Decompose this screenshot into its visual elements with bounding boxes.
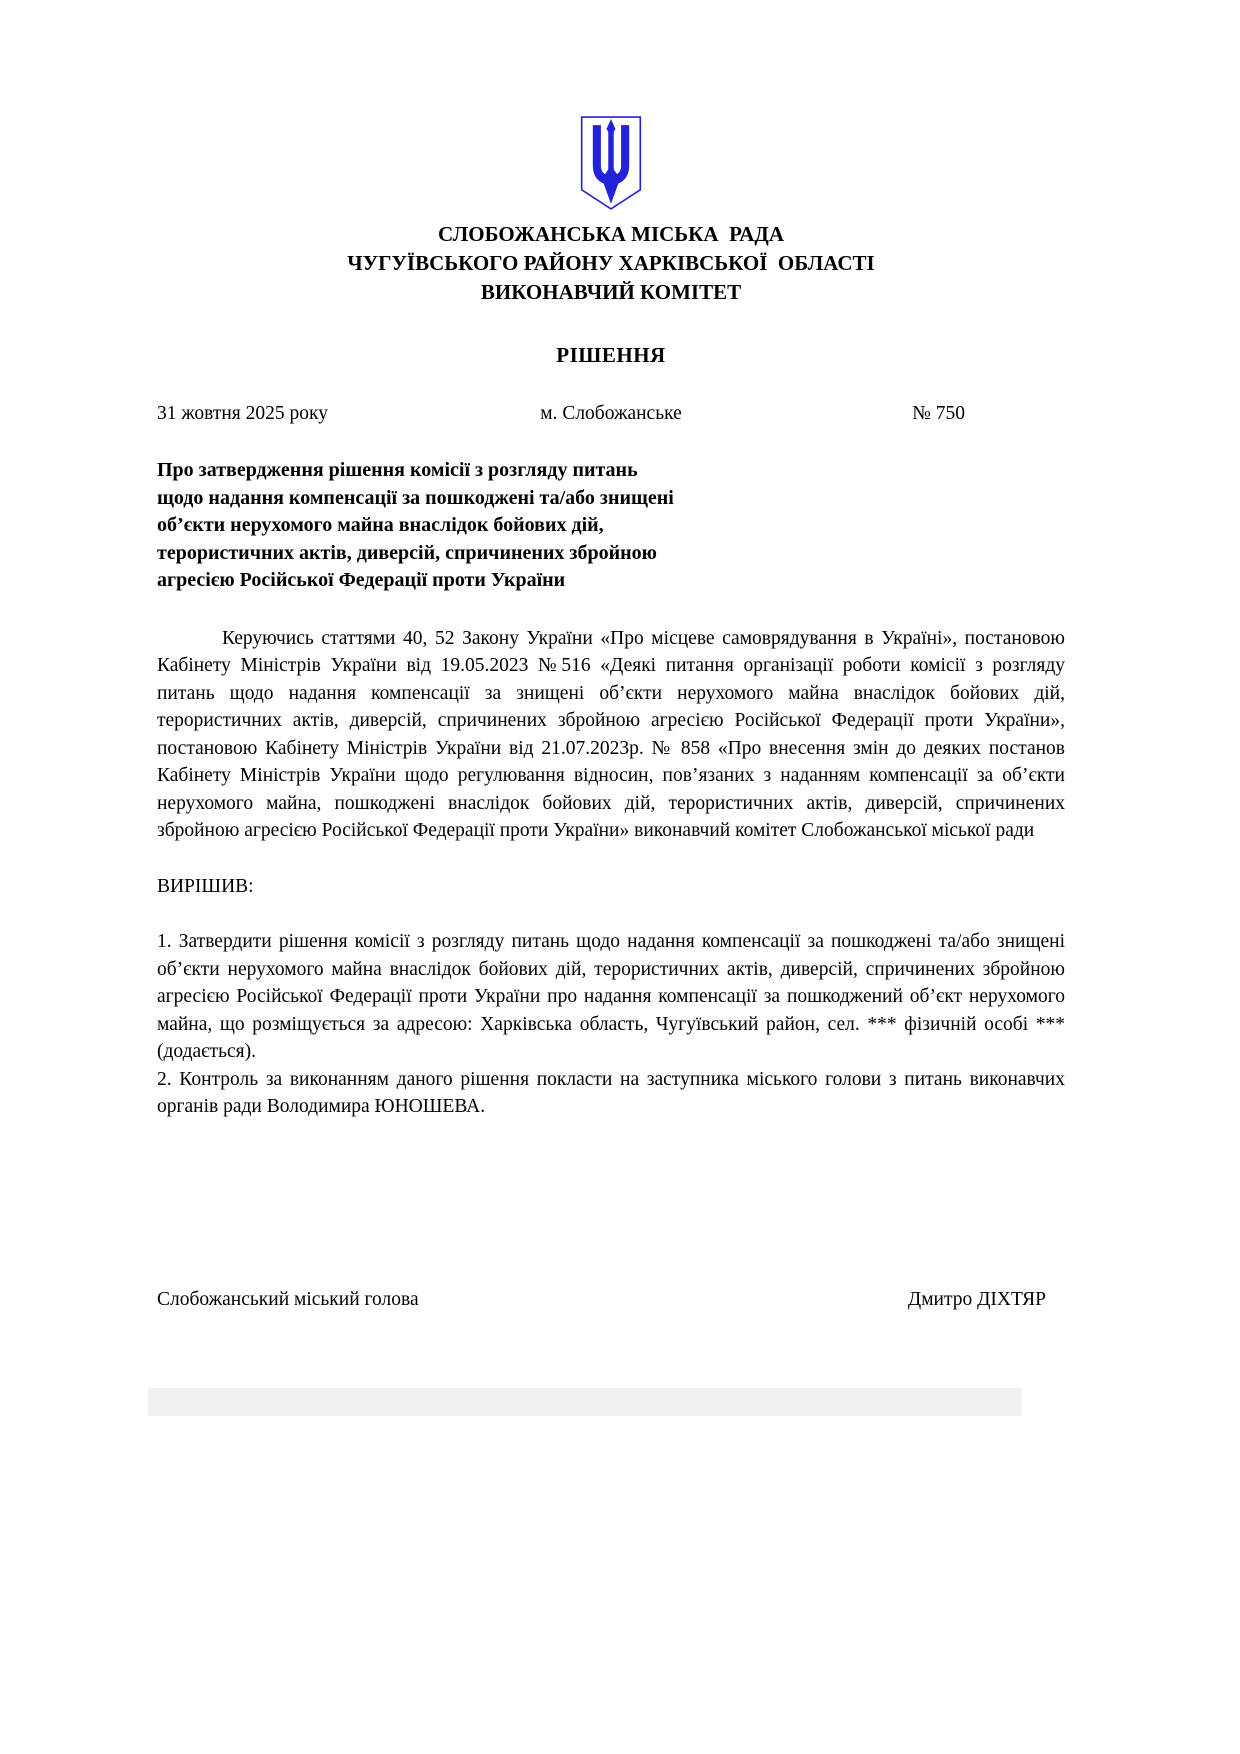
document-date: 31 жовтня 2025 року [157,403,328,424]
document-meta-row [157,400,1065,427]
signature-row [157,1286,1065,1313]
org-name-line-1: СЛОБОЖАНСЬКА МІСЬКА РАДА [438,222,784,246]
preamble-paragraph: Керуючись статтями 40, 52 Закону України «Про місцеве самоврядування в Україні», постановою Кабінету Міністрів України від 19.05.2023 №516 «Деякі питання організації роботи комісії з розгляду питань щодо надання компенсації за знищені об’єкти нерухомого майна внаслідок бойових дій, терористичних актів, диверсій, спричинених збройною агресією Російської Федерації проти України», постановою Кабінету Міністрів України від 21.07.2023р. № 858 «Про внесення змін до деяких постанов Кабінету Міністрів України щодо регулювання відносин, пов’язаних з наданням компенсації за об’єкти нерухомого майна, пошкоджені внаслідок бойових дій, терористичних актів, диверсій, спричинених збройною агресією Російської Федерації проти України» виконавчий комітет Слобожанської міської ради [157,627,1065,841]
subject-line: Про затвердження рішення комісії з розгляду питань [157,459,638,481]
subject-line: об’єкти нерухомого майна внаслідок бойових дій, [157,514,604,536]
redacted-signature-area [148,1388,1022,1416]
decision-item-1: 1. Затвердити рішення комісії з розгляду питань щодо надання компенсації за пошкоджені та/або знищені об’єкти нерухомого майна внаслідок бойових дій, терористичних актів, диверсій, спричинених збройною агресією Російської Федерації проти України про надання компенсації за пошкоджений об’єкт нерухомого майна, що розміщується за адресою: Харківська область, Чугуївський район, сел. *** фізичній особі *** (додається). [157,931,1065,1062]
subject-line: щодо надання компенсації за пошкоджені та/або знищені [157,486,674,509]
subject-line: терористичних актів, диверсій, спричинених збройною [157,541,657,564]
resolved-label: ВИРІШИВ: [157,875,254,897]
document-type-title: РІШЕННЯ [556,343,666,367]
document-place: м. Слобожанське [540,403,682,424]
document-subject [157,457,1065,595]
signature-name: Дмитро ДІХТЯР [907,1288,1046,1310]
signature-position: Слобожанський міський голова [157,1288,419,1310]
organization-header [157,220,1065,307]
decision-items [157,928,1065,1121]
org-name-line-3: ВИКОНАВЧИЙ КОМІТЕТ [480,280,742,304]
trident-glyph [593,119,629,204]
org-name-line-2: ЧУГУЇВСЬКОГО РАЙОНУ ХАРКІВСЬКОЇ ОБЛАСТІ [347,251,875,275]
subject-line: агресією Російської Федерації проти України [157,569,566,591]
decision-item-2: 2. Контроль за виконанням даного рішення покласти на заступника міського голови з питань виконавчих органів ради Володимира ЮНОШЕВА. [157,1068,1065,1117]
document-number: № 750 [912,403,965,424]
ukraine-trident-icon [578,115,644,212]
